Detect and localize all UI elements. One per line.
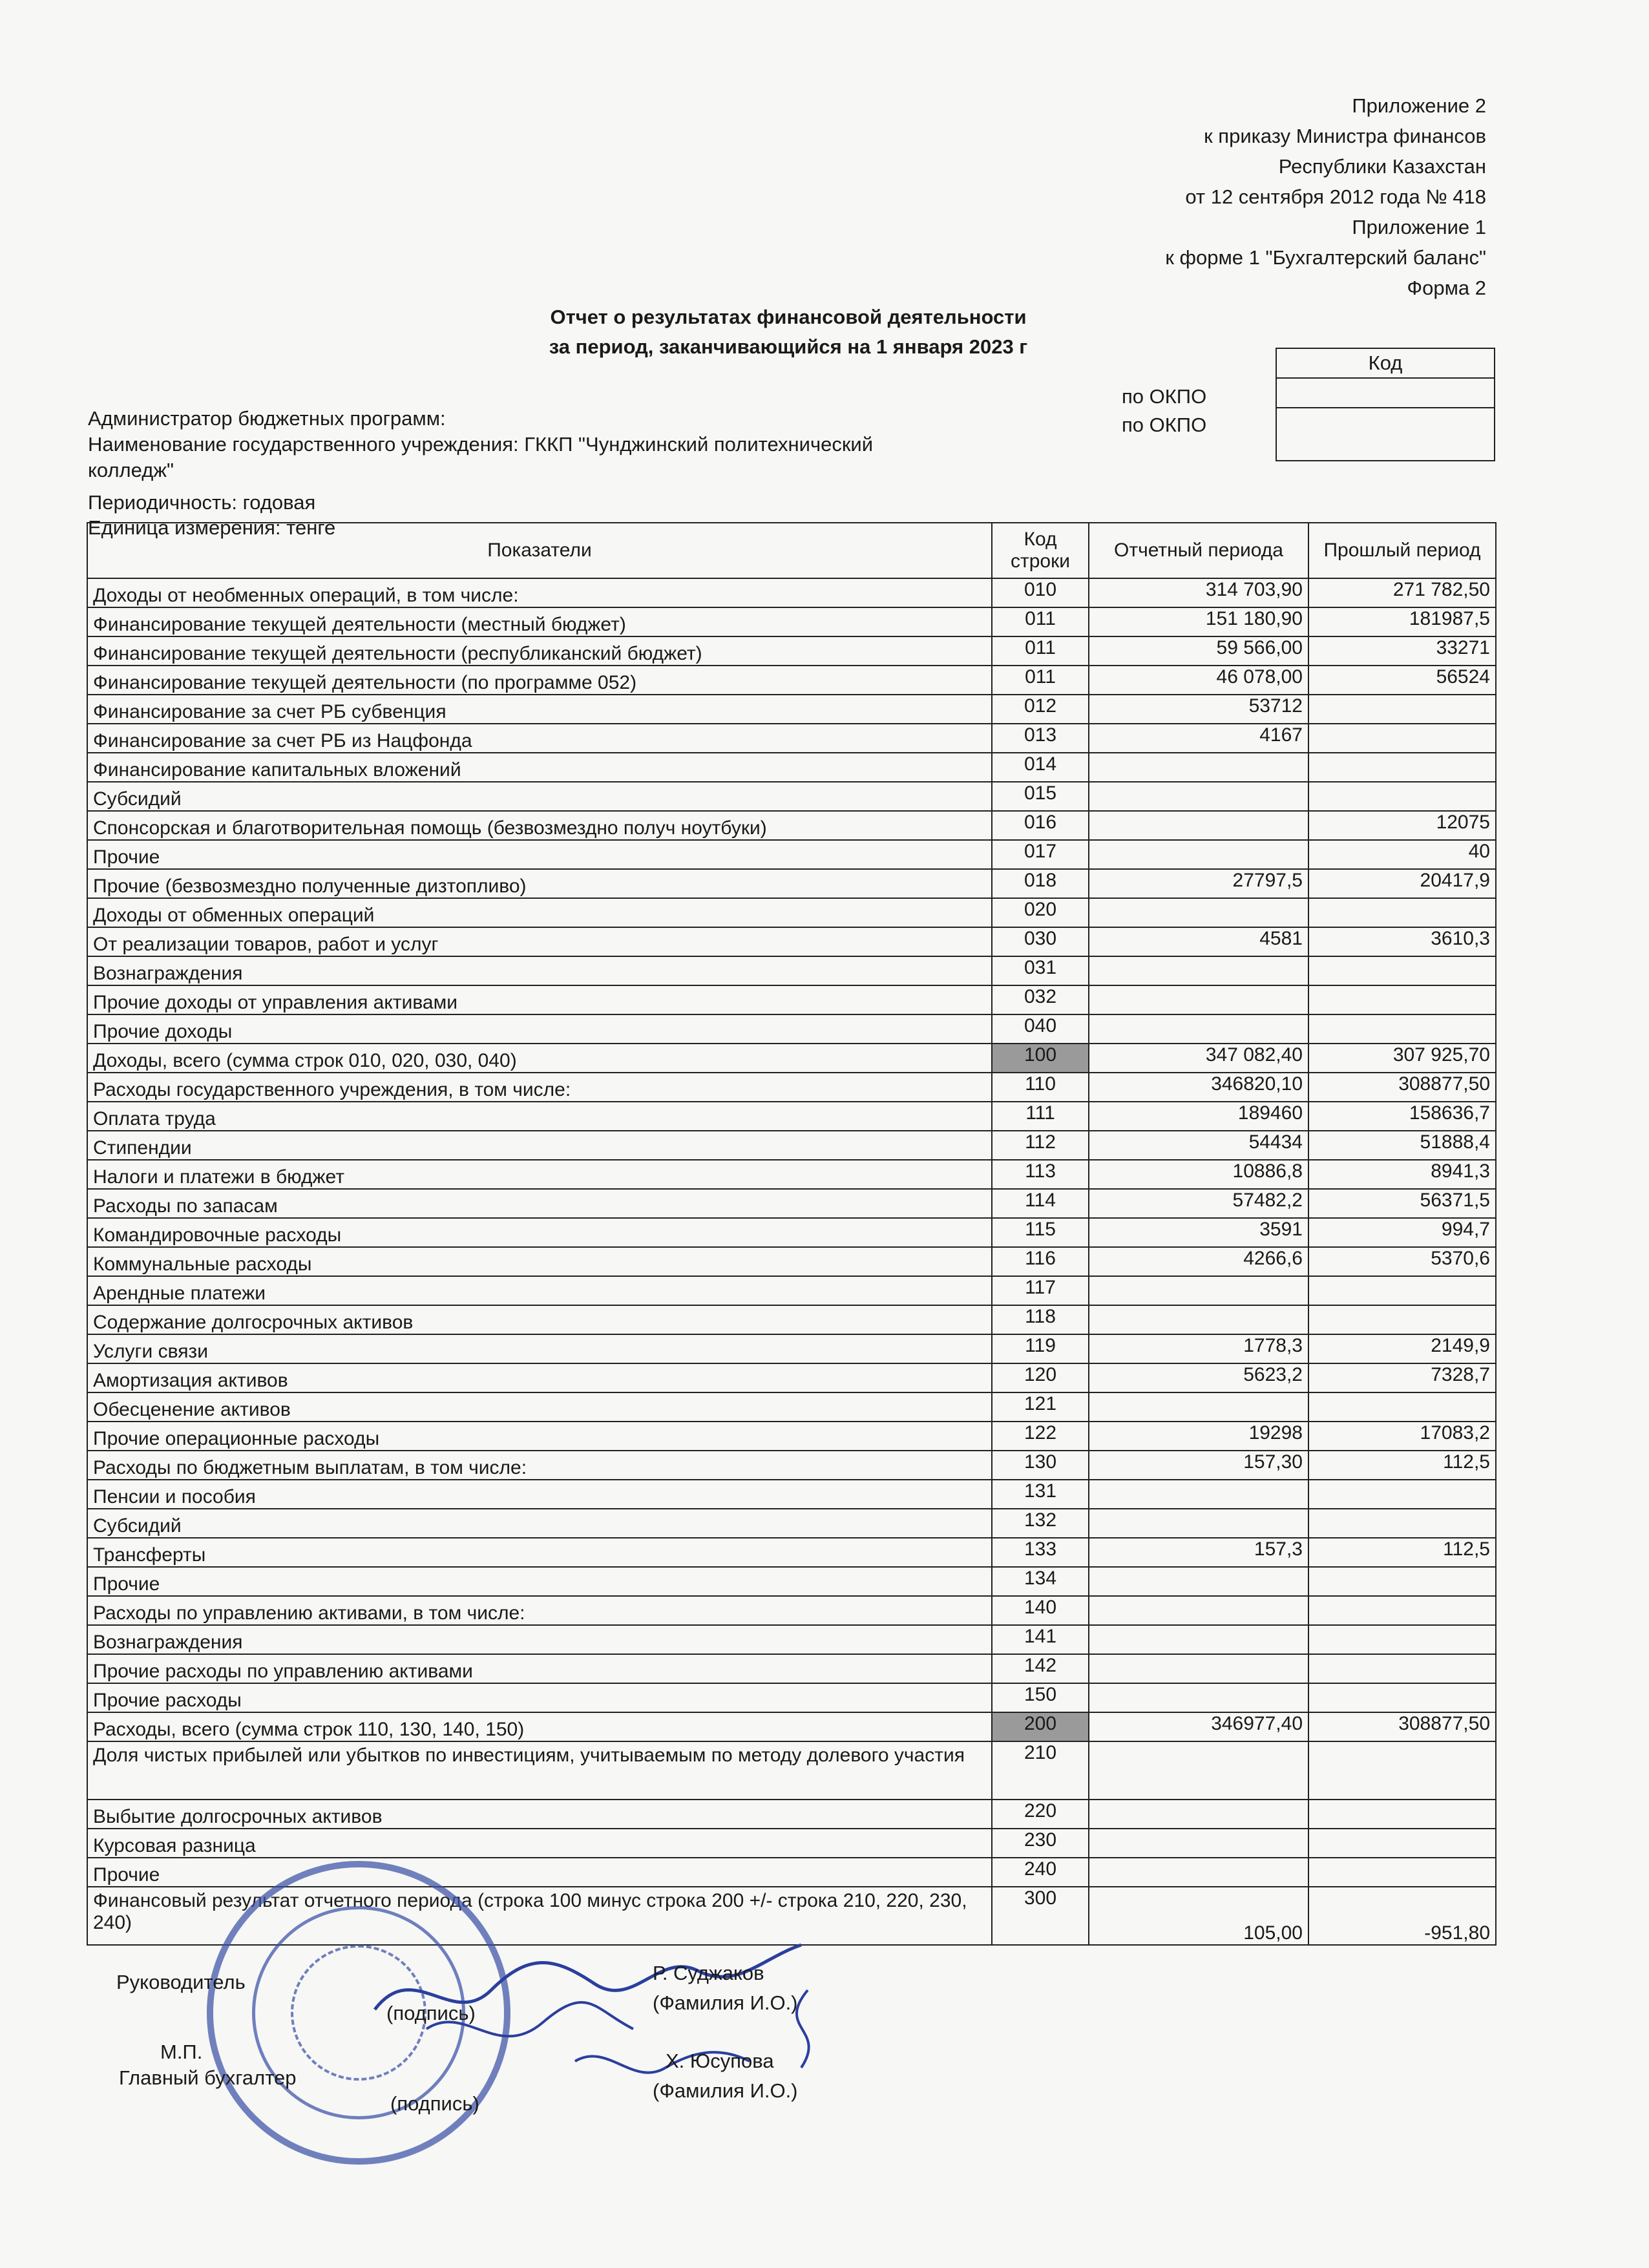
row-code: 117	[992, 1276, 1089, 1305]
head-name: Р. Суджаков	[653, 1962, 764, 1984]
table-row	[87, 985, 1496, 1014]
row-previous-value	[1308, 1276, 1496, 1305]
table-row	[87, 1422, 1496, 1451]
row-previous-value: 5370,6	[1308, 1247, 1496, 1276]
row-indicator: Коммунальные расходы	[87, 1247, 992, 1276]
row-code: 100	[992, 1044, 1089, 1073]
row-current-value: 59 566,00	[1089, 636, 1308, 666]
table-body	[87, 578, 1496, 1945]
row-code: 116	[992, 1247, 1089, 1276]
report-title-line1: Отчет о результатах финансовой деятельности	[550, 306, 1027, 328]
table-row	[87, 1305, 1496, 1334]
row-current-value: 10886,8	[1089, 1160, 1308, 1189]
row-indicator: Трансферты	[87, 1538, 992, 1567]
financial-results-table	[87, 522, 1497, 1946]
periodicity: Периодичность: годовая	[88, 491, 316, 514]
row-indicator: Расходы по запасам	[87, 1189, 992, 1218]
row-previous-value	[1308, 1596, 1496, 1625]
row-previous-value: 112,5	[1308, 1451, 1496, 1480]
row-previous-value	[1308, 1305, 1496, 1334]
table-row	[87, 1044, 1496, 1073]
table-row	[87, 1800, 1496, 1829]
row-current-value: 4266,6	[1089, 1247, 1308, 1276]
row-previous-value	[1308, 753, 1496, 782]
row-indicator: Расходы, всего (сумма строк 110, 130, 140, 150)	[87, 1712, 992, 1741]
table-row	[87, 1160, 1496, 1189]
head-label: Руководитель	[116, 1971, 246, 1993]
row-previous-value: 994,7	[1308, 1218, 1496, 1247]
row-indicator: Амортизация активов	[87, 1363, 992, 1392]
row-previous-value: 307 925,70	[1308, 1044, 1496, 1073]
table-row	[87, 1596, 1496, 1625]
code-box-cell	[1277, 379, 1494, 408]
row-code: 014	[992, 753, 1089, 782]
row-current-value: 1778,3	[1089, 1334, 1308, 1363]
row-current-value	[1089, 1858, 1308, 1887]
row-indicator: Прочие доходы от управления активами	[87, 985, 992, 1014]
row-previous-value: 8941,3	[1308, 1160, 1496, 1189]
table-row	[87, 1102, 1496, 1131]
row-code: 112	[992, 1131, 1089, 1160]
col-header-current: Отчетный периода	[1089, 523, 1308, 578]
row-previous-value	[1308, 1800, 1496, 1829]
table-row	[87, 782, 1496, 811]
row-indicator: Субсидий	[87, 782, 992, 811]
row-code: 141	[992, 1625, 1089, 1654]
row-current-value: 157,3	[1089, 1538, 1308, 1567]
accountant-signature-caption: (подпись)	[390, 2092, 479, 2115]
row-previous-value	[1308, 1683, 1496, 1712]
table-row	[87, 1509, 1496, 1538]
row-code: 031	[992, 956, 1089, 985]
head-signature-caption: (подпись)	[386, 2002, 476, 2024]
row-previous-value	[1308, 695, 1496, 724]
stamp-place: М.П.	[160, 2041, 203, 2063]
row-previous-value: 112,5	[1308, 1538, 1496, 1567]
table-row	[87, 1625, 1496, 1654]
row-current-value	[1089, 1596, 1308, 1625]
row-code: 200	[992, 1712, 1089, 1741]
table-row	[87, 578, 1496, 607]
row-current-value	[1089, 898, 1308, 927]
row-code: 017	[992, 840, 1089, 869]
table-row	[87, 1247, 1496, 1276]
row-code: 210	[992, 1741, 1089, 1800]
row-code: 011	[992, 666, 1089, 695]
row-previous-value	[1308, 985, 1496, 1014]
row-previous-value: 56524	[1308, 666, 1496, 695]
row-current-value: 105,00	[1089, 1887, 1308, 1945]
row-indicator: Вознаграждения	[87, 1625, 992, 1654]
row-current-value	[1089, 840, 1308, 869]
table-row	[87, 724, 1496, 753]
col-header-code: Код строки	[992, 523, 1089, 578]
head-fio-caption: (Фамилия И.О.)	[653, 1991, 798, 2014]
row-code: 013	[992, 724, 1089, 753]
row-indicator: Выбытие долгосрочных активов	[87, 1800, 992, 1829]
row-indicator: Прочие расходы по управлению активами	[87, 1654, 992, 1683]
table-row	[87, 695, 1496, 724]
row-previous-value: 2149,9	[1308, 1334, 1496, 1363]
appendix-line: Форма 2	[1407, 277, 1486, 299]
row-current-value: 314 703,90	[1089, 578, 1308, 607]
table-row	[87, 1829, 1496, 1858]
row-previous-value	[1308, 1654, 1496, 1683]
row-current-value	[1089, 1480, 1308, 1509]
row-code: 018	[992, 869, 1089, 898]
row-indicator: От реализации товаров, работ и услуг	[87, 927, 992, 956]
table-row	[87, 753, 1496, 782]
row-code: 111	[992, 1102, 1089, 1131]
row-previous-value: 158636,7	[1308, 1102, 1496, 1131]
code-box-cell	[1277, 408, 1494, 460]
row-code: 016	[992, 811, 1089, 840]
table-row	[87, 1073, 1496, 1102]
table-row	[87, 1276, 1496, 1305]
table-header-row	[87, 523, 1496, 578]
row-previous-value: 308877,50	[1308, 1073, 1496, 1102]
table-row	[87, 927, 1496, 956]
row-indicator: Прочие доходы	[87, 1014, 992, 1044]
row-indicator: Доля чистых прибылей или убытков по инвестициям, учитываемым по методу долевого участия	[87, 1741, 992, 1800]
row-previous-value: 40	[1308, 840, 1496, 869]
row-code: 130	[992, 1451, 1089, 1480]
row-code: 015	[992, 782, 1089, 811]
row-indicator: Прочие	[87, 1567, 992, 1596]
row-indicator: Прочие	[87, 840, 992, 869]
row-indicator: Прочие расходы	[87, 1683, 992, 1712]
table-row	[87, 1189, 1496, 1218]
row-current-value: 46 078,00	[1089, 666, 1308, 695]
table-row	[87, 1683, 1496, 1712]
row-code: 114	[992, 1189, 1089, 1218]
table-row	[87, 1654, 1496, 1683]
okpo-label: по ОКПО	[1122, 385, 1207, 408]
row-current-value	[1089, 1800, 1308, 1829]
row-current-value: 346977,40	[1089, 1712, 1308, 1741]
row-code: 131	[992, 1480, 1089, 1509]
row-indicator: Доходы от необменных операций, в том числе:	[87, 578, 992, 607]
row-previous-value	[1308, 1625, 1496, 1654]
row-previous-value: 33271	[1308, 636, 1496, 666]
table-row	[87, 1538, 1496, 1567]
row-current-value: 54434	[1089, 1131, 1308, 1160]
col-header-previous: Прошлый период	[1308, 523, 1496, 578]
row-current-value: 3591	[1089, 1218, 1308, 1247]
code-box-header: Код	[1277, 349, 1494, 379]
table-row	[87, 1451, 1496, 1480]
row-current-value	[1089, 1276, 1308, 1305]
row-code: 134	[992, 1567, 1089, 1596]
row-current-value: 151 180,90	[1089, 607, 1308, 636]
row-indicator: Прочие операционные расходы	[87, 1422, 992, 1451]
row-indicator: Курсовая разница	[87, 1829, 992, 1858]
row-current-value	[1089, 753, 1308, 782]
row-code: 032	[992, 985, 1089, 1014]
row-current-value: 27797,5	[1089, 869, 1308, 898]
unit-of-measure: Единица измерения: тенге	[88, 516, 336, 539]
row-current-value: 19298	[1089, 1422, 1308, 1451]
row-current-value	[1089, 1829, 1308, 1858]
row-previous-value: 12075	[1308, 811, 1496, 840]
row-indicator: Финансирование текущей деятельности (по программе 052)	[87, 666, 992, 695]
table-row	[87, 811, 1496, 840]
row-code: 118	[992, 1305, 1089, 1334]
appendix-line: Приложение 2	[1352, 94, 1486, 117]
row-previous-value	[1308, 1829, 1496, 1858]
row-previous-value: 51888,4	[1308, 1131, 1496, 1160]
row-code: 300	[992, 1887, 1089, 1945]
row-code: 119	[992, 1334, 1089, 1363]
row-current-value	[1089, 1567, 1308, 1596]
table-row	[87, 636, 1496, 666]
row-current-value	[1089, 985, 1308, 1014]
row-code: 142	[992, 1654, 1089, 1683]
row-code: 011	[992, 607, 1089, 636]
table-row	[87, 1567, 1496, 1596]
table-row	[87, 1363, 1496, 1392]
row-indicator: Спонсорская и благотворительная помощь (безвозмездно получ ноутбуки)	[87, 811, 992, 840]
row-previous-value	[1308, 1567, 1496, 1596]
row-current-value: 189460	[1089, 1102, 1308, 1131]
row-code: 150	[992, 1683, 1089, 1712]
row-previous-value	[1308, 1858, 1496, 1887]
row-indicator: Финансирование за счет РБ субвенция	[87, 695, 992, 724]
row-previous-value: 308877,50	[1308, 1712, 1496, 1741]
row-indicator: Прочие (безвозмездно полученные дизтопливо)	[87, 869, 992, 898]
row-current-value: 53712	[1089, 695, 1308, 724]
row-indicator: Доходы от обменных операций	[87, 898, 992, 927]
row-code: 115	[992, 1218, 1089, 1247]
row-indicator: Налоги и платежи в бюджет	[87, 1160, 992, 1189]
row-current-value: 4581	[1089, 927, 1308, 956]
row-previous-value	[1308, 898, 1496, 927]
row-indicator: Арендные платежи	[87, 1276, 992, 1305]
table-row	[87, 869, 1496, 898]
row-code: 030	[992, 927, 1089, 956]
row-code: 011	[992, 636, 1089, 666]
table-row	[87, 666, 1496, 695]
report-title-line2: за период, заканчивающийся на 1 января 2023 г	[549, 335, 1028, 358]
row-code: 120	[992, 1363, 1089, 1392]
row-previous-value	[1308, 1509, 1496, 1538]
table-row	[87, 898, 1496, 927]
appendix-line: от 12 сентября 2012 года № 418	[1185, 185, 1486, 208]
row-indicator: Финансирование капитальных вложений	[87, 753, 992, 782]
row-indicator: Доходы, всего (сумма строк 010, 020, 030, 040)	[87, 1044, 992, 1073]
row-indicator: Прочие	[87, 1858, 992, 1887]
row-previous-value	[1308, 1480, 1496, 1509]
row-code: 113	[992, 1160, 1089, 1189]
row-current-value	[1089, 1683, 1308, 1712]
row-current-value: 5623,2	[1089, 1363, 1308, 1392]
row-indicator: Расходы по управлению активами, в том числе:	[87, 1596, 992, 1625]
okpo-label: по ОКПО	[1122, 414, 1207, 436]
appendix-header	[1165, 90, 1486, 303]
row-current-value	[1089, 1741, 1308, 1800]
accountant-label: Главный бухгалтер	[119, 2066, 297, 2089]
row-indicator: Стипендии	[87, 1131, 992, 1160]
row-code: 010	[992, 578, 1089, 607]
table-row	[87, 1392, 1496, 1422]
row-current-value: 347 082,40	[1089, 1044, 1308, 1073]
row-indicator: Командировочные расходы	[87, 1218, 992, 1247]
row-previous-value	[1308, 724, 1496, 753]
row-code: 020	[992, 898, 1089, 927]
row-indicator: Финансовый результат отчетного периода (строка 100 минус строка 200 +/- строка 210, 220, 230, 240)	[87, 1887, 992, 1945]
row-indicator: Субсидий	[87, 1509, 992, 1538]
row-code: 140	[992, 1596, 1089, 1625]
row-code: 230	[992, 1829, 1089, 1858]
row-previous-value: 20417,9	[1308, 869, 1496, 898]
appendix-line: к приказу Министра финансов	[1204, 125, 1486, 147]
appendix-line: к форме 1 "Бухгалтерский баланс"	[1165, 246, 1486, 269]
row-indicator: Пенсии и пособия	[87, 1480, 992, 1509]
report-title	[530, 302, 1047, 362]
table-row	[87, 607, 1496, 636]
table-row	[87, 1014, 1496, 1044]
row-code: 121	[992, 1392, 1089, 1422]
row-code: 132	[992, 1509, 1089, 1538]
admin-label: Администратор бюджетных программ:	[88, 407, 446, 430]
table-row	[87, 1480, 1496, 1509]
row-previous-value	[1308, 1392, 1496, 1422]
row-current-value	[1089, 1654, 1308, 1683]
appendix-line: Республики Казахстан	[1278, 155, 1486, 178]
row-previous-value: -951,80	[1308, 1887, 1496, 1945]
row-current-value	[1089, 1625, 1308, 1654]
row-previous-value: 271 782,50	[1308, 578, 1496, 607]
row-code: 220	[992, 1800, 1089, 1829]
row-code: 110	[992, 1073, 1089, 1102]
table-row	[87, 1218, 1496, 1247]
row-current-value	[1089, 811, 1308, 840]
row-indicator: Обесценение активов	[87, 1392, 992, 1422]
row-indicator: Финансирование текущей деятельности (местный бюджет)	[87, 607, 992, 636]
row-previous-value: 181987,5	[1308, 607, 1496, 636]
row-current-value	[1089, 1392, 1308, 1422]
row-indicator: Оплата труда	[87, 1102, 992, 1131]
table-row	[87, 1712, 1496, 1741]
row-code: 012	[992, 695, 1089, 724]
col-header-indicators: Показатели	[87, 523, 992, 578]
accountant-fio-caption: (Фамилия И.О.)	[653, 2079, 798, 2102]
institution-name: Наименование государственного учреждения: ГККП "Чунджинский политехнический	[88, 433, 874, 456]
table-row	[87, 840, 1496, 869]
code-box	[1276, 348, 1495, 461]
row-current-value	[1089, 1014, 1308, 1044]
row-indicator: Содержание долгосрочных активов	[87, 1305, 992, 1334]
table-row	[87, 956, 1496, 985]
row-indicator: Вознаграждения	[87, 956, 992, 985]
accountant-name: Х. Юсупова	[666, 2050, 774, 2072]
row-current-value: 4167	[1089, 724, 1308, 753]
row-current-value	[1089, 1509, 1308, 1538]
row-current-value: 157,30	[1089, 1451, 1308, 1480]
row-current-value: 57482,2	[1089, 1189, 1308, 1218]
row-current-value	[1089, 782, 1308, 811]
row-current-value	[1089, 1305, 1308, 1334]
table-row	[87, 1131, 1496, 1160]
row-indicator: Расходы государственного учреждения, в том числе:	[87, 1073, 992, 1102]
row-code: 240	[992, 1858, 1089, 1887]
row-code: 040	[992, 1014, 1089, 1044]
row-indicator: Расходы по бюджетным выплатам, в том числе:	[87, 1451, 992, 1480]
row-previous-value	[1308, 782, 1496, 811]
institution-name-cont: колледж"	[88, 459, 174, 481]
row-previous-value: 17083,2	[1308, 1422, 1496, 1451]
row-previous-value: 7328,7	[1308, 1363, 1496, 1392]
row-indicator: Финансирование текущей деятельности (республиканский бюджет)	[87, 636, 992, 666]
row-previous-value	[1308, 1741, 1496, 1800]
row-code: 133	[992, 1538, 1089, 1567]
row-previous-value	[1308, 956, 1496, 985]
row-indicator: Финансирование за счет РБ из Нацфонда	[87, 724, 992, 753]
row-current-value	[1089, 956, 1308, 985]
row-previous-value: 56371,5	[1308, 1189, 1496, 1218]
row-indicator: Услуги связи	[87, 1334, 992, 1363]
row-current-value: 346820,10	[1089, 1073, 1308, 1102]
row-code: 122	[992, 1422, 1089, 1451]
row-previous-value: 3610,3	[1308, 927, 1496, 956]
table-row	[87, 1741, 1496, 1800]
row-previous-value	[1308, 1014, 1496, 1044]
table-row	[87, 1334, 1496, 1363]
appendix-line: Приложение 1	[1352, 216, 1486, 238]
